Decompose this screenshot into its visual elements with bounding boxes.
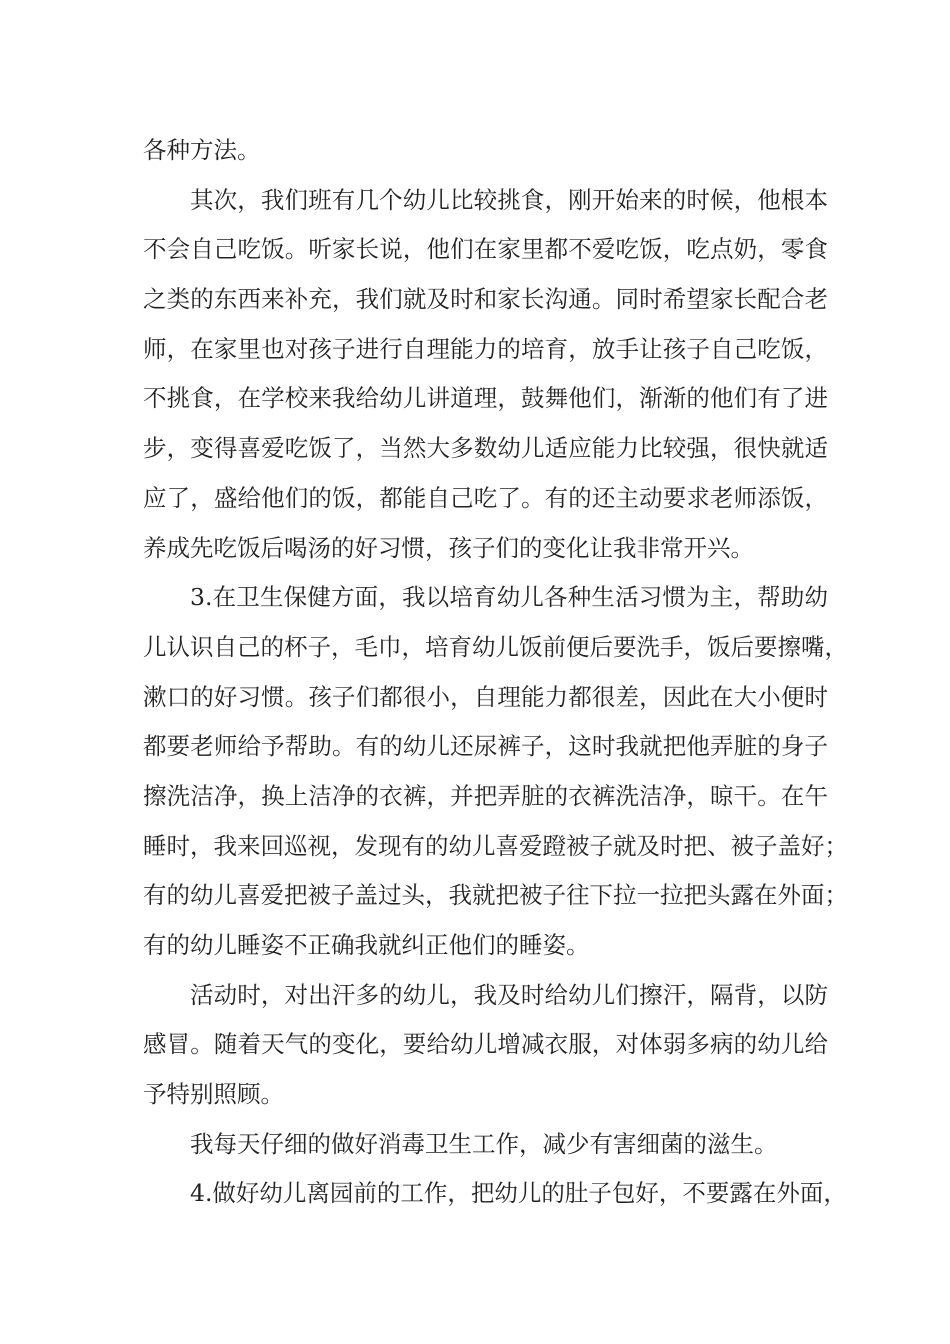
text-line: 漱口的好习惯。孩子们都很小，自理能力都很差，因此在大小便时	[143, 682, 828, 711]
text-line: 应了，盛给他们的饭，都能自己吃了。有的还主动要求老师添饭，	[143, 483, 828, 512]
text-line: 不会自己吃饭。听家长说，他们在家里都不爱吃饭，吃点奶，零食	[143, 235, 828, 264]
text-line: 擦洗洁净，换上洁净的衣裤，并把弄脏的衣裤洗洁净，晾干。在午	[143, 781, 828, 810]
text-line: 4.做好幼儿离园前的工作，把幼儿的肚子包好，不要露在外面，	[190, 1179, 847, 1208]
text-line: 之类的东西来补充，我们就及时和家长沟通。同时希望家长配合老	[143, 285, 828, 314]
text-line: 我每天仔细的做好消毒卫生工作，减少有害细菌的滋生。	[190, 1129, 778, 1158]
text-line: 活动时，对出汗多的幼儿，我及时给幼儿们擦汗，隔背，以防	[190, 980, 828, 1009]
text-line: 其次，我们班有几个幼儿比较挑食，刚开始来的时候，他根本	[190, 185, 828, 214]
text-line: 予特别照顾。	[143, 1080, 284, 1109]
text-line: 各种方法。	[143, 136, 261, 164]
text-line: 感冒。随着天气的变化，要给幼儿增减衣服，对体弱多病的幼儿给	[143, 1030, 828, 1059]
text-line: 有的幼儿喜爱把被子盖过头，我就把被子往下拉一拉把头露在外面；	[143, 881, 848, 910]
text-line: 步，变得喜爱吃饭了，当然大多数幼儿适应能力比较强，很快就适	[143, 434, 828, 463]
text-line: 养成先吃饭后喝汤的好习惯，孩子们的变化让我非常开兴。	[143, 533, 754, 562]
text-line: 师，在家里也对孩子进行自理能力的培育，放手让孩子自己吃饭，	[143, 334, 828, 363]
text-line: 有的幼儿睡姿不正确我就纠正他们的睡姿。	[143, 931, 590, 959]
text-line: 不挑食，在学校来我给幼儿讲道理，鼓舞他们，渐渐的他们有了进	[143, 384, 828, 413]
text-line: 3.在卫生保健方面，我以培育幼儿各种生活习惯为主，帮助幼	[190, 583, 828, 612]
body-text	[143, 126, 848, 1219]
text-line: 儿认识自己的杯子，毛巾，培育幼儿饭前便后要洗手，饭后要擦嘴，	[143, 632, 848, 661]
text-line: 都要老师给予帮助。有的幼儿还尿裤子，这时我就把他弄脏的身子	[143, 732, 828, 761]
text-line: 睡时，我来回巡视，发现有的幼儿喜爱蹬被子就及时把、被子盖好；	[143, 831, 848, 860]
